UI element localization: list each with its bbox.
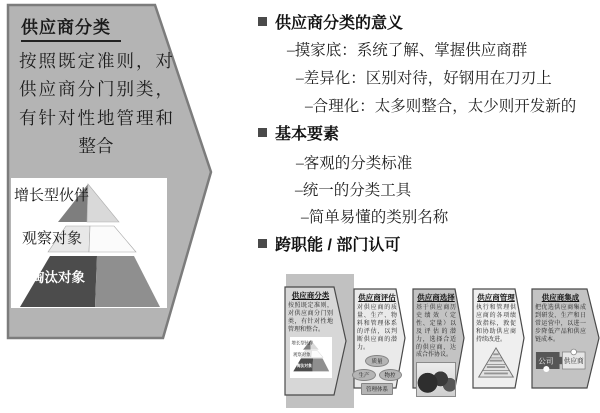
process-step-selection — [412, 288, 465, 389]
mini-pyramid-box — [290, 337, 332, 378]
left-panel-title: 供应商分类 — [21, 13, 121, 42]
process-step-integration — [531, 288, 600, 389]
step-body: 对供应商的质量、生产、物料和管理体系的评估，以判断供应商的潜力。 — [357, 305, 397, 351]
photo-thumbnail — [416, 362, 456, 397]
bullet-square-icon — [258, 239, 267, 248]
step-body: 执行和管理供应商的各项绩效指标，敦促和协助供应商持续改进。 — [476, 305, 516, 343]
bubble-production: 生产 — [352, 369, 375, 381]
mini-tier-label: 观察对象 — [292, 351, 310, 357]
bullet-item: –摸家底：系统了解、掌握供应商群 — [287, 42, 528, 59]
bubble-materials: 物控 — [379, 369, 402, 381]
section-title: 供应商分类的意义 — [275, 15, 404, 32]
pyramid-image-box — [11, 178, 167, 308]
bullet-column — [256, 0, 600, 266]
puzzle-label-company: 公司 — [538, 355, 554, 365]
evaluation-bubbles-icon — [357, 355, 397, 395]
step-title: 供应商集成 — [541, 293, 580, 302]
section-title: 基本要素 — [275, 126, 340, 143]
bullet-item: –合理化：太多则整合，太少则开发新的 — [305, 98, 577, 115]
bullet-item: –客观的分类标准 — [296, 155, 413, 172]
mini-tier-label: 增长型伙伴 — [291, 340, 313, 346]
step-body: 按照既定准则，对供应商分门别类，有针对性地管理和整合。 — [288, 303, 333, 333]
step-title: 供应商管理 — [477, 293, 515, 302]
mini-tier-label: 淘汰对象 — [296, 363, 312, 368]
bullet-square-icon — [258, 17, 267, 26]
kpi-pyramid-icon — [477, 347, 515, 378]
process-step-evaluation — [353, 288, 406, 394]
pyramid-tier-label-top: 增长型伙伴 — [14, 188, 90, 204]
section-header-basics — [258, 121, 339, 144]
classification-pyramid-icon — [291, 338, 331, 372]
pyramid-tier-label-bottom: 淘汰对象 — [31, 270, 85, 285]
puzzle-label-supplier: 供应商 — [563, 357, 584, 365]
bullet-item: –差异化：区别对待，好钢用在刀刃上 — [296, 70, 552, 87]
bubble-quality: 质量 — [365, 355, 388, 367]
left-panel-body: 按照既定准则，对供应商分门别类，有针对性地管理和整合 — [19, 51, 173, 157]
bubble-management-system: 管理体系 — [361, 383, 393, 395]
section-header-significance — [258, 10, 403, 33]
bullet-item: –统一的分类工具 — [295, 182, 412, 199]
step-title: 供应商分类 — [291, 291, 330, 300]
step-body: 基于供应商历史绩效（定性、定量）以及评估的潜力，选择合适的供应商，达成合作协议。 — [416, 305, 456, 359]
step-body: 把优选供应商集成到研发、生产和日常运营中，以进一步降低产品和供应链成本。 — [535, 305, 586, 343]
process-step-classification — [284, 286, 347, 396]
section-header-crossfunction — [258, 232, 400, 255]
bullet-item: –简单易懂的类别名称 — [301, 209, 449, 226]
step-title: 供应商评估 — [358, 293, 396, 302]
puzzle-pieces-icon — [535, 347, 586, 374]
section-title: 跨职能 / 部门认可 — [275, 237, 401, 254]
bullet-square-icon — [258, 128, 267, 137]
pyramid-tier-label-middle: 观察对象 — [22, 231, 83, 247]
step-title: 供应商选择 — [417, 293, 455, 302]
process-step-management — [472, 288, 525, 389]
